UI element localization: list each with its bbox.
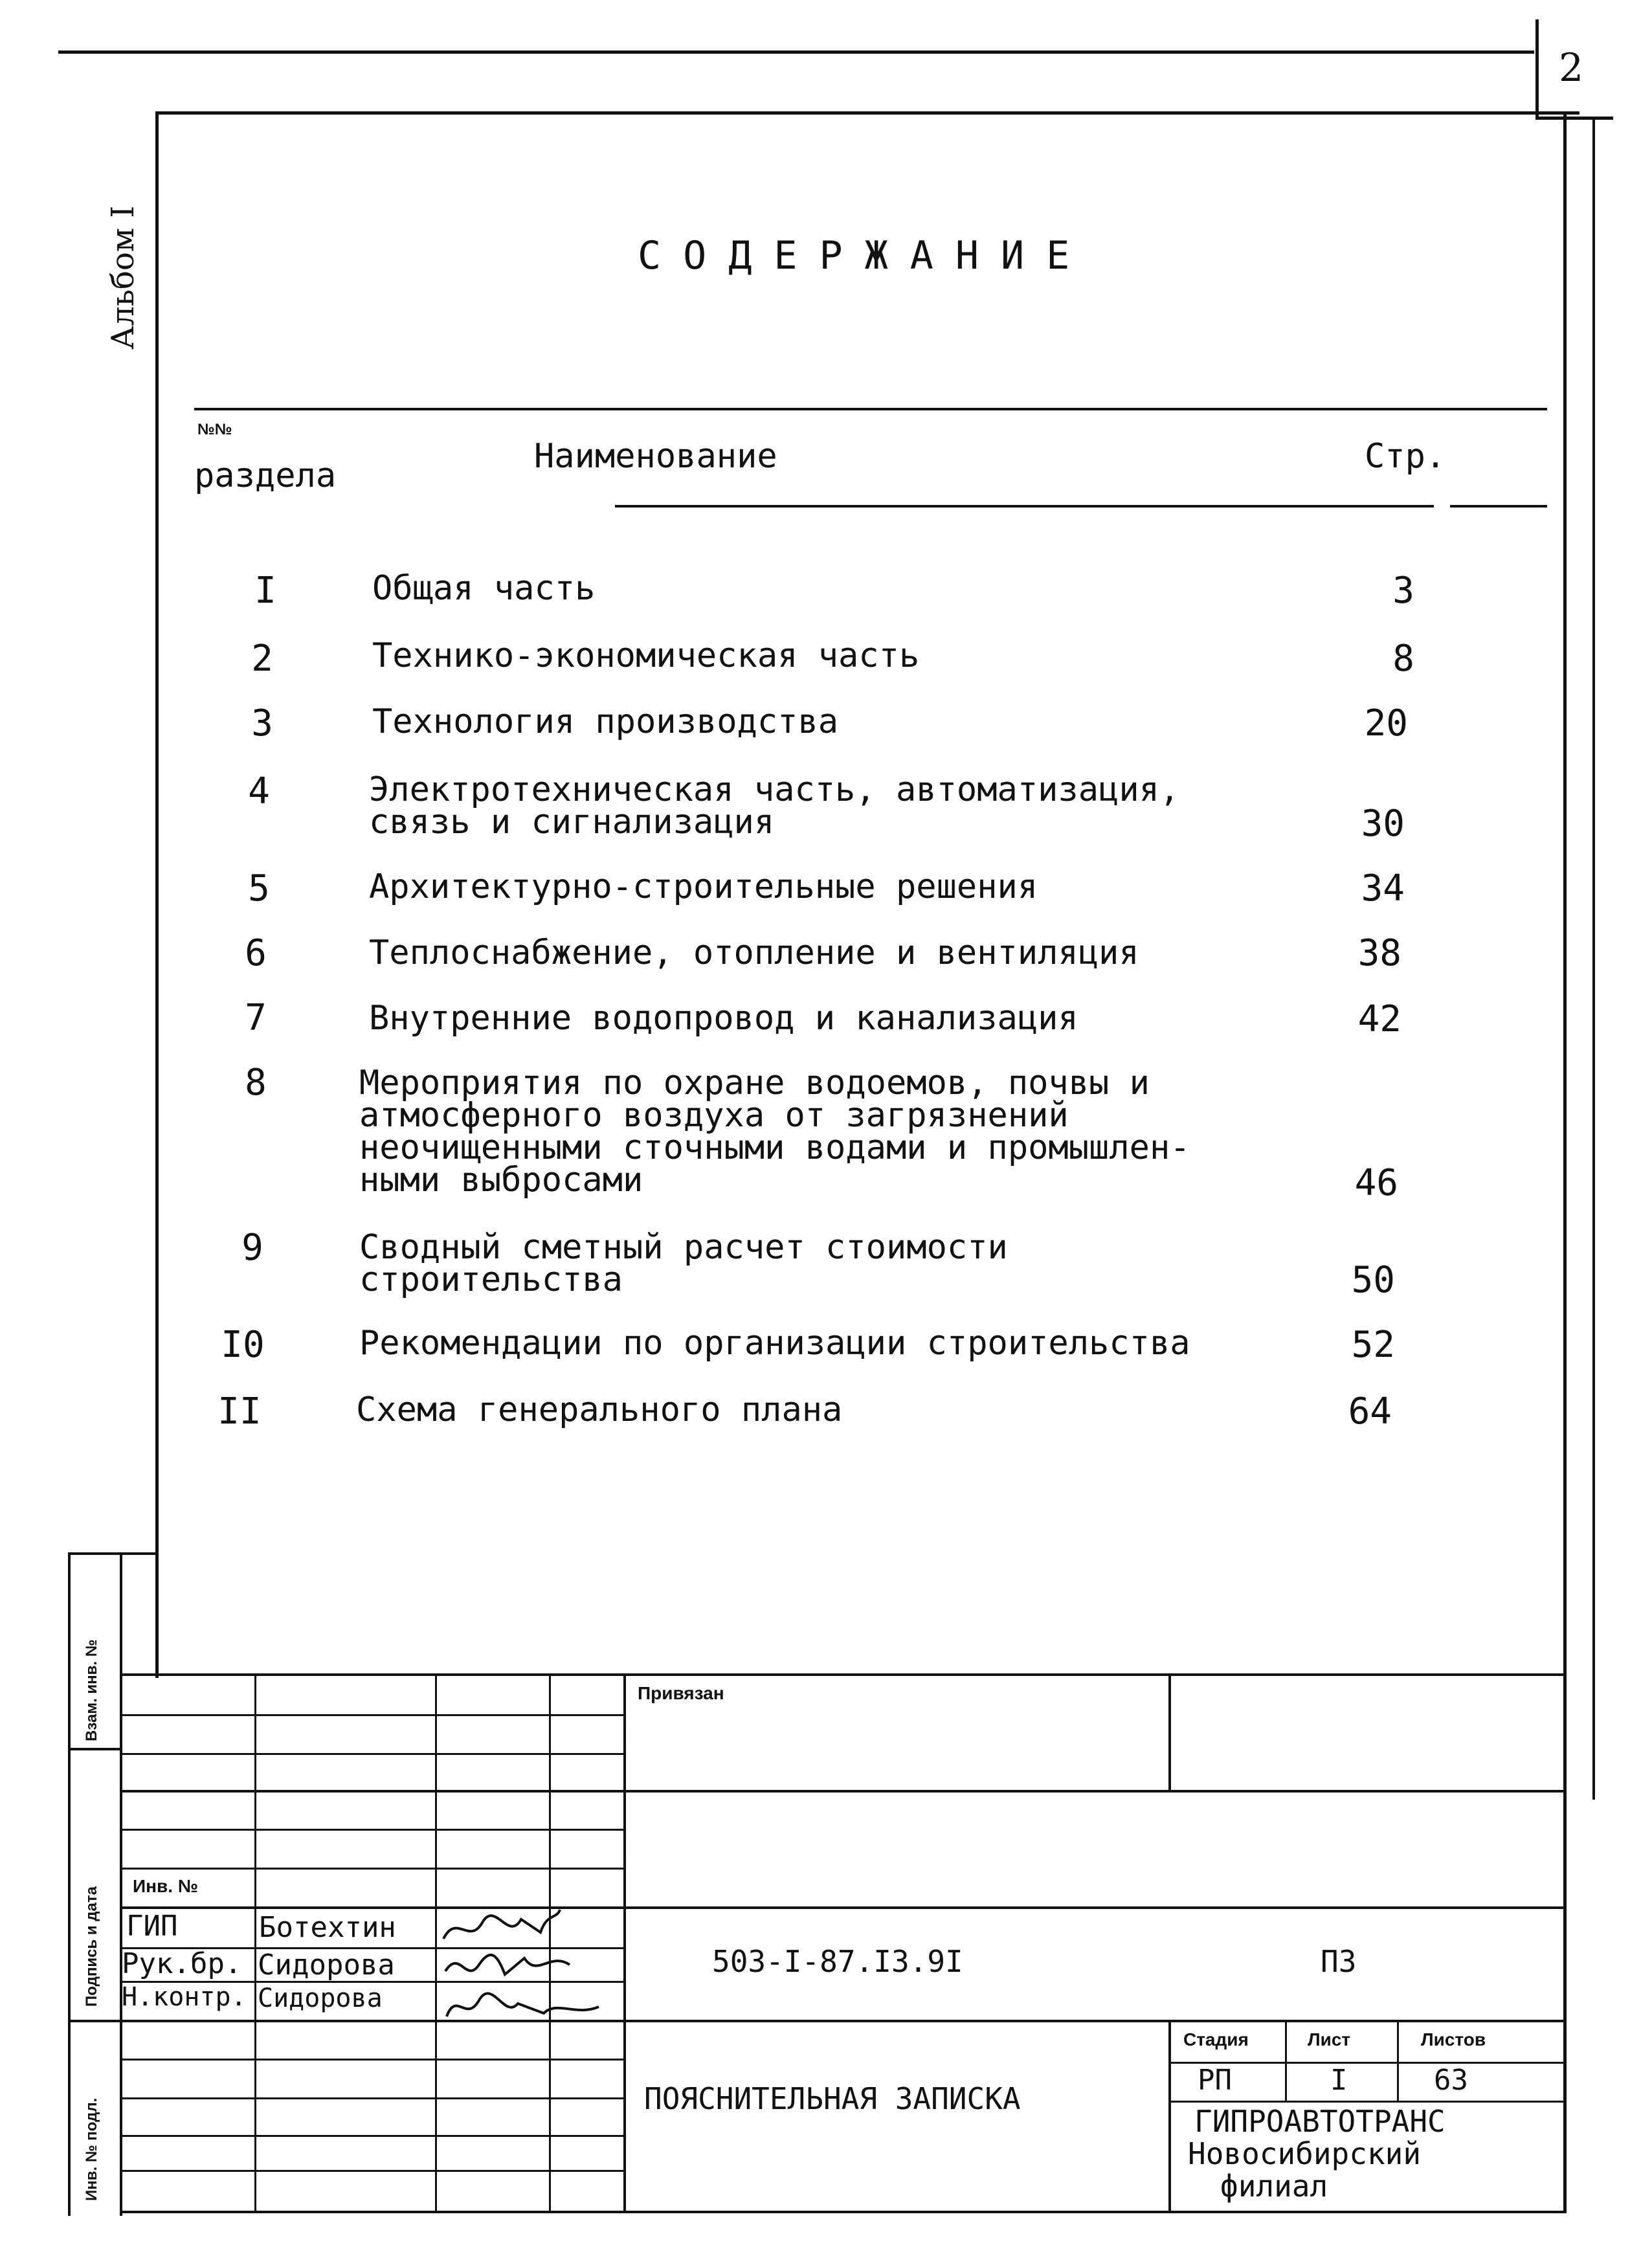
- strip-sep-1: [68, 1748, 122, 1750]
- section-page: 34: [1361, 867, 1405, 910]
- doc-code: 503-I-87.I3.9I: [712, 1944, 963, 1979]
- section-name: Технология производства: [372, 702, 839, 741]
- page-title: СОДЕРЖАНИЕ: [638, 233, 1092, 278]
- frame-left: [155, 111, 159, 1678]
- signer-name: Сидорова: [258, 1983, 383, 2013]
- strip-left: [68, 1552, 71, 2216]
- section-name: Технико-экономическая часть: [372, 636, 920, 675]
- org-line-1: ГИПРОАВТОТРАНС: [1194, 2104, 1446, 2139]
- side-label-vzam: Взам. инв. №: [83, 1639, 100, 1741]
- section-name: Рекомендации по организации строительства: [359, 1324, 1190, 1363]
- strip-sep-2: [68, 2020, 122, 2022]
- section-page: 42: [1357, 998, 1401, 1040]
- section-name: Внутренние водопровод и канализация: [369, 999, 1078, 1038]
- section-name: Мероприятия по охране водоемов, почвы и атмосферного воздуха от загрязнений неочищенными сточными водами и промышлен- ными выбросами: [359, 1064, 1190, 1200]
- section-num: 3: [251, 702, 273, 744]
- side-label-podpis: Подпись и дата: [83, 1886, 100, 2007]
- signer-role: Рук.бр.: [122, 1947, 242, 1980]
- section-name: Сводный сметный расчет стоимости строительства: [359, 1228, 1008, 1299]
- page-number-box-bottom: [1535, 117, 1613, 120]
- section-page: 30: [1361, 803, 1405, 845]
- page-number: 2: [1559, 45, 1584, 91]
- section-num: I0: [221, 1324, 265, 1366]
- signer-role: ГИП: [126, 1910, 178, 1943]
- section-num: 9: [241, 1227, 263, 1269]
- frame-right: [1563, 111, 1567, 2212]
- section-num: 4: [248, 770, 270, 812]
- strip-inner: [120, 1552, 122, 2216]
- org-line-3: филиал: [1220, 2169, 1328, 2204]
- section-page: 64: [1348, 1390, 1392, 1433]
- stage-label: Стадия: [1183, 2029, 1249, 2049]
- section-num: 7: [245, 997, 267, 1039]
- signer-role: Н.контр.: [122, 1982, 247, 2012]
- sheets-value: 63: [1434, 2064, 1468, 2097]
- section-name: Архитектурно-строительные решения: [369, 867, 1038, 906]
- section-num: I: [254, 570, 276, 612]
- section-num: 6: [245, 932, 267, 974]
- section-page: 46: [1354, 1162, 1398, 1204]
- signature-3: [440, 1981, 602, 2026]
- frame-top: [155, 111, 1579, 115]
- section-name: Общая часть: [372, 569, 596, 608]
- sheet-value: I: [1330, 2064, 1348, 2097]
- top-rule: [58, 50, 1534, 54]
- section-page: 52: [1351, 1324, 1395, 1366]
- stage-value: РП: [1198, 2064, 1232, 2097]
- page-number-box-left: [1535, 19, 1539, 120]
- album-label: Альбом I: [105, 205, 141, 350]
- sheet-label: Лист: [1308, 2029, 1351, 2049]
- section-page: 38: [1357, 932, 1401, 974]
- privyazan-label: Привязан: [638, 1683, 724, 1703]
- section-page: 3: [1392, 570, 1414, 612]
- header-name-label: Наименование: [534, 437, 777, 476]
- doc-title: ПОЯСНИТЕЛЬНАЯ ЗАПИСКА: [644, 2081, 1021, 2116]
- header-rule-top: [194, 408, 1547, 410]
- section-num: II: [218, 1390, 262, 1433]
- outer-right-line: [1592, 117, 1595, 1800]
- section-page: 8: [1392, 638, 1414, 680]
- header-rule-bottom-2: [1450, 505, 1547, 508]
- section-name: Электротехническая часть, автоматизация, связь и сигнализация: [369, 770, 1180, 842]
- section-page: 20: [1364, 702, 1408, 744]
- signer-name: Сидорова: [258, 1949, 395, 1982]
- header-num-top: №№: [197, 421, 232, 438]
- org-line-2: Новосибирский: [1188, 2136, 1422, 2171]
- section-num: 5: [248, 867, 270, 910]
- signer-name: Ботехтин: [259, 1911, 396, 1944]
- section-page: 50: [1351, 1259, 1395, 1301]
- section-num: 8: [245, 1062, 267, 1104]
- section-num: 2: [251, 638, 273, 680]
- inv-no-label: Инв. №: [133, 1876, 199, 1896]
- header-rule-bottom-1: [615, 505, 1434, 508]
- strip-top: [68, 1552, 159, 1555]
- doc-type: ПЗ: [1321, 1944, 1357, 1979]
- section-name: Теплоснабжение, отопление и вентиляция: [369, 933, 1139, 972]
- sheets-label: Листов: [1421, 2029, 1486, 2049]
- header-num-label: раздела: [194, 456, 337, 495]
- header-page-label: Стр.: [1365, 437, 1446, 476]
- section-name: Схема генерального плана: [356, 1390, 843, 1429]
- side-label-inv-podl: Инв. № подл.: [83, 2097, 100, 2201]
